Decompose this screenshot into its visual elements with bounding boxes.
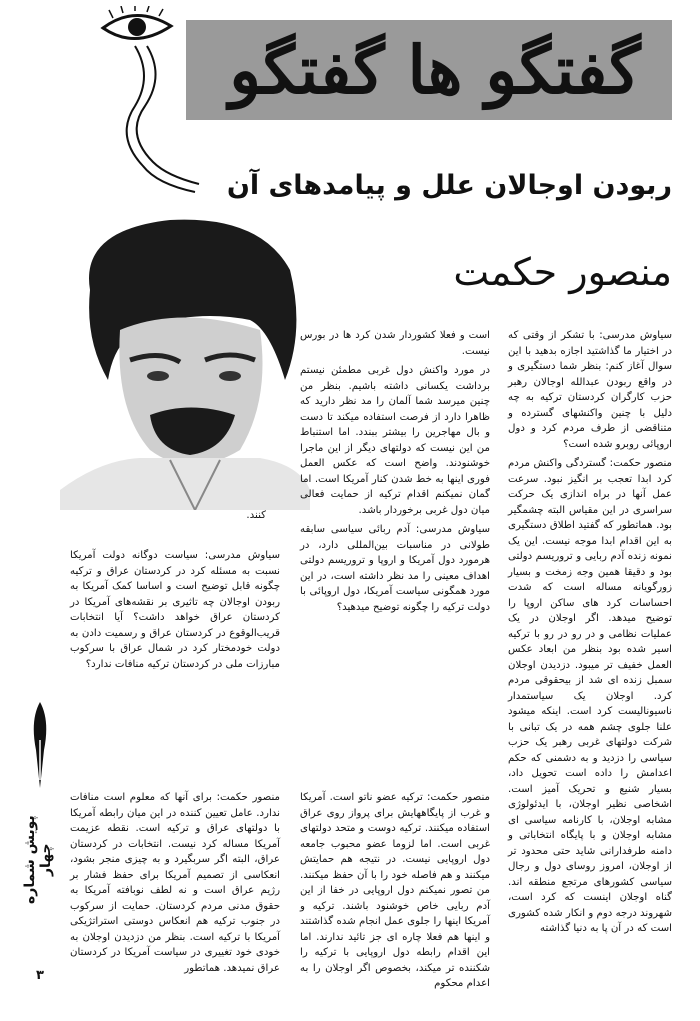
paragraph: سیاوش مدرسی: با تشکر از وقتی که در اختیار ما گذاشتید اجازه بدهید با این سوال آغاز کنم: بنظر شما دستگیری و در واقع ربودن عبدالله اوجالان رهبر حزب کارگران کردستان ترکیه به چه دلیل با چنین واکنشهای گسترده و متناقضی از طرف مردم کرد و دول اروپائی روبرو شده است؟ — [508, 330, 672, 450]
middle-column-top — [300, 328, 490, 788]
left-column-bottom — [70, 790, 280, 1002]
page-number: ٣ — [36, 968, 44, 983]
middle-column-bottom — [300, 790, 490, 1002]
article-author: منصور حکمت — [453, 250, 672, 294]
paragraph: در مورد واکنش دول غربی مطمئن نیستم برداشت یکسانی داشته باشیم. بنظر من چنین میرسد شما آلمان را مد نظر دارید که ظاهرا دارد از فرصت استفاده میکند تا دست و بال مهاجرین را بیشتر ببندد. اما استنباط من این نیست که دولتهای دیگر از این ماجرا خوشنودند. واضح است که عکس العمل فوری اینها به خط شدن کنار آمریکا است. اما گمان نمیکنم اقدام ترکیه از حمایت فعالی میان دول غربی برخوردار باشد. — [300, 365, 490, 516]
left-column-top — [70, 548, 280, 728]
author-portrait — [60, 210, 310, 510]
right-column — [508, 328, 672, 1000]
paragraph: منصور حکمت: ترکیه عضو ناتو است. آمریکا و غرب از پایگاههایش برای پرواز روی عراق استفاده میکنند. ترکیه دوست و متحد دولتهای غربی است. اما لزوما عضو محبوب جامعه دول اروپایی نیست. در نتیجه هم حمایتش میکنند و هم فاصله خود را با آن حفظ میکنند. من تصور نمیکنم دول اروپایی در خفا از این آدم ربایی خاص خوشنود باشند. ترکیه و آمریکا اینها را جلوی عمل انجام شده گذاشتند و اینها هم فعلا چاره ای جز تائید ندارند. اما این اقدام رابطه دول اروپایی با ترکیه را شکننده تر میکند، بخصوص اگر اوجلان را به اعدام محکوم — [300, 792, 490, 989]
section-banner-title: گفتگو ها گفتگو — [229, 31, 641, 109]
eye-illustration-icon — [95, 6, 205, 196]
issue-label: پویش شماره چهار — [22, 815, 54, 905]
paragraph: است و فعلا کشوردار شدن کرد ها در بورس نیست. — [300, 330, 490, 357]
paragraph: منصور حکمت: برای آنها که معلوم است منافات ندارد. عامل تعیین کننده در این میان رابطه آمریکا با دولتهای عراق و ترکیه است. نقطه عزیمت آمریکا مساله کرد نیست. انتخابات در کردستان عراق، البته اگر سربگیرد و به چیزی منجر بشود، انعکاسی از تصمیم آمریکا برای حفظ فشار بر رژیم عراق است و نه لطف نوبافته آمریکا به حقوق مدنی مردم کردستان. حمایت از سرکوب در جنوب ترکیه هم انعکاس دوستی استراتژیکی آمریکا با ترکیه است. بنظر من دزدیدن اوجلان به خودی خود تغییری در سیاست آمریکا در کردستان عراق نمیدهد. هماتطور — [70, 792, 280, 974]
paragraph: سیاوش مدرسی: آدم ربائی سیاسی سابقه طولانی در مناسبات بین‌المللی دارد، در هرمورد دول آمریکا و اروپا و تروریسم دولتی اهداف معینی را مد نظر داشته است، در این مورد همگونی سیاست آمریکا، دول اروپائی با دولت ترکیه را چگونه توضیح میدهید؟ — [300, 524, 490, 613]
paragraph: سیاوش مدرسی: سیاست دوگانه دولت آمریکا نسبت به مسئله کرد در کردستان عراق و ترکیه چگونه قابل توضیح است و اساسا کمک آمریکا به ربودن اوجالان چه تاثیری بر نقشه‌های آمریکا در کردستان عراق خواهد داشت؟ آیا انتخابات قریب‌الوقوع در کردستان عراق و رسمیت دادن به دولت خودمختار کرد در شمال عراق با سرکوب مبارزات ملی در کردستان ترکیه منافات ندارد؟ — [70, 550, 280, 670]
article-headline: ربودن اوجالان علل و پیامدهای آن — [226, 170, 672, 201]
caption-tail-text: کنند. — [246, 510, 266, 521]
magazine-pen-logo-icon — [26, 700, 54, 790]
paragraph: منصور حکمت: گستردگی واکنش مردم کرد ابدا تعجب بر انگیز نبود. سرعت عمل آنها در براه اندازی یک حرکت سراسری در این مقیاس البته چشمگیر بود. هماتطور که گفتید اطلاق دستگیری به این اقدام ابدا موجه نیست. این یک نمونه زنده آدم ربایی و تروریسم دولتی بود و دقیقا همین وجه زمخت و بسیار زورگویانه مساله است که شدت احساسات کرد های ساکن اروپا را توضیح میدهد. اگر اوجلان در یک عملیات نظامی و در رو در رو با ترکیه اسیر شده بود بنظر من ابعاد عکس العمل خفیف تر میبود. دزدیدن اوجلان سمبل زنده ای شد از بیحقوقی مردم کرد. اوجلان یک سیاستمدار ناسیونالیست کرد است. اینکه میشود علنا جلوی چشم همه در یک تبانی با شرکت دولتهای غربی رهبر یک حزب سیاسی را دزدید و به دشمنی که حکم اعدامش را داده است تحویل داد، بسیار شنیع و تحریک آمیز است. اشخاصی نظیر اوجلان، با ایدئولوژی مشابه اوجلان، با کارنامه سیاسی ای مشابه اوجلان و با پایگاه انتخاباتی و دامنه طرفدارانی شاید حتی محدود تر از اوجلان، امروز روسای دول و رجال سیاسی کشورهای مرتجع منطقه اند. گناه اوجلان اینست که کرد است، شهروند درجه دوم و انکار شده کشوری است که در آن پا به دنیا گذاشته — [508, 458, 672, 934]
